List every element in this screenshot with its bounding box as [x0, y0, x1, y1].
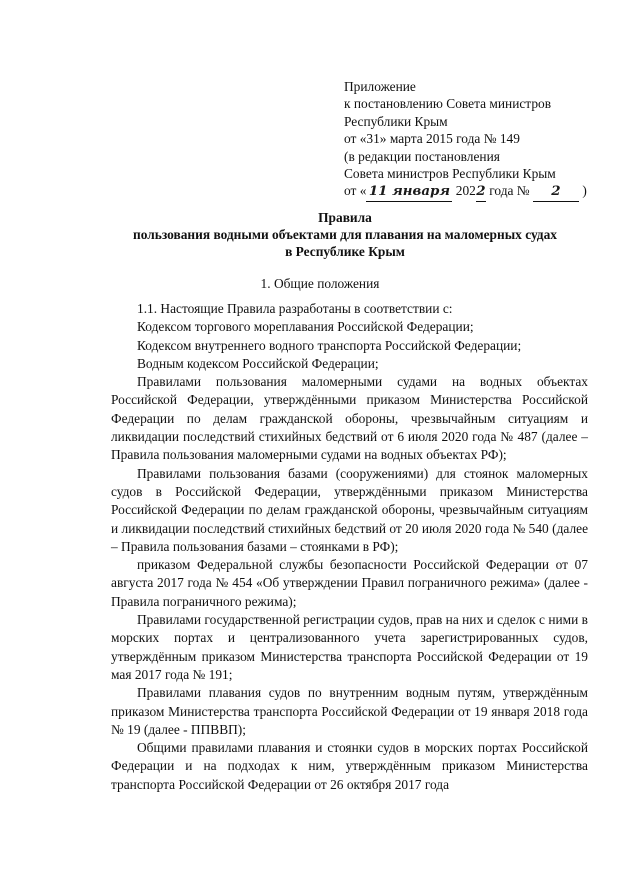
- header-line: от «31» марта 2015 года № 149: [344, 131, 520, 147]
- title-line: в Республике Крым: [285, 244, 405, 259]
- annex-header: [344, 78, 624, 202]
- close-paren: ): [582, 183, 587, 199]
- paragraph: Правилами пользования маломерными судами на водных объектах Российской Федерации, утверждёнными приказом Министерства Российской Федерации по делам гражданской обороны, чрезвычайным ситуациям и ликвидации последствий стихийных бедствий от 6 июля 2020 года № 487 (далее – Правила пользования маломерными судами на водных объектах РФ);: [111, 374, 588, 463]
- section-heading: 1. Общие положения: [260, 276, 380, 291]
- header-line: Приложение: [344, 79, 416, 94]
- paragraph: Общими правилами плавания и стоянки судов в морских портах Российской Федерации и на подходах к ним, утверждённым приказом Министерства транспорта Российской Федерации от 26 октября 2017 года: [111, 740, 588, 792]
- paragraph: приказом Федеральной службы безопасности Российской Федерации от 07 августа 2017 года № 454 «Об утверждении Правил пограничного режима» (далее - Правила пограничного режима);: [111, 557, 588, 609]
- title-line: Правила: [318, 210, 372, 225]
- document-body: [111, 300, 588, 794]
- header-line: (в редакции постановления: [344, 148, 500, 164]
- paragraph: Правилами государственной регистрации судов, прав на них и сделок с ними в морских портах и централизованного учета зарегистрированных судов, утверждённым приказом Министерства транспорта Российской Федерации от 19 мая 2017 года № 191;: [111, 612, 588, 682]
- handwritten-year: 2: [476, 183, 486, 201]
- paragraph: Правилами пользования базами (сооружениями) для стоянок маломерных судов в Российской Федерации, утверждёнными приказом Министерства Российской Федерации по делам гражданской обороны, чрезвычайным ситуациям и ликвидации последствий стихийных бедствий от 20 июля 2020 года № 540 (далее – Правила пользования базами – стоянками в РФ);: [111, 465, 589, 554]
- header-date-line: [344, 182, 624, 201]
- title-line: пользования водными объектами для плавания на маломерных судах: [133, 227, 557, 242]
- header-line: Республики Крым: [344, 113, 448, 129]
- paragraph: Правилами плавания судов по внутренним водным путям, утверждённым приказом Министерства транспорта Российской Федерации от 19 января 2018 года № 19 (далее - ППВВП);: [111, 685, 588, 737]
- header-line: Совета министров Республики Крым: [344, 166, 556, 182]
- paragraph: Водным кодексом Российской Федерации;: [137, 355, 379, 371]
- paragraph: Кодексом внутреннего водного транспорта Российской Федерации;: [137, 337, 522, 353]
- paragraph: Кодексом торгового мореплавания Российской Федерации;: [137, 319, 474, 335]
- handwritten-number: 2: [533, 183, 579, 201]
- document-title: [110, 209, 580, 260]
- year-prefix: 202: [455, 183, 476, 199]
- handwritten-date: 11 января: [366, 183, 452, 201]
- paragraph: 1.1. Настоящие Правила разработаны в соответствии с:: [137, 301, 453, 316]
- header-line: к постановлению Совета министров: [344, 96, 552, 112]
- year-suffix: года №: [489, 183, 530, 199]
- date-prefix: от «: [344, 183, 367, 199]
